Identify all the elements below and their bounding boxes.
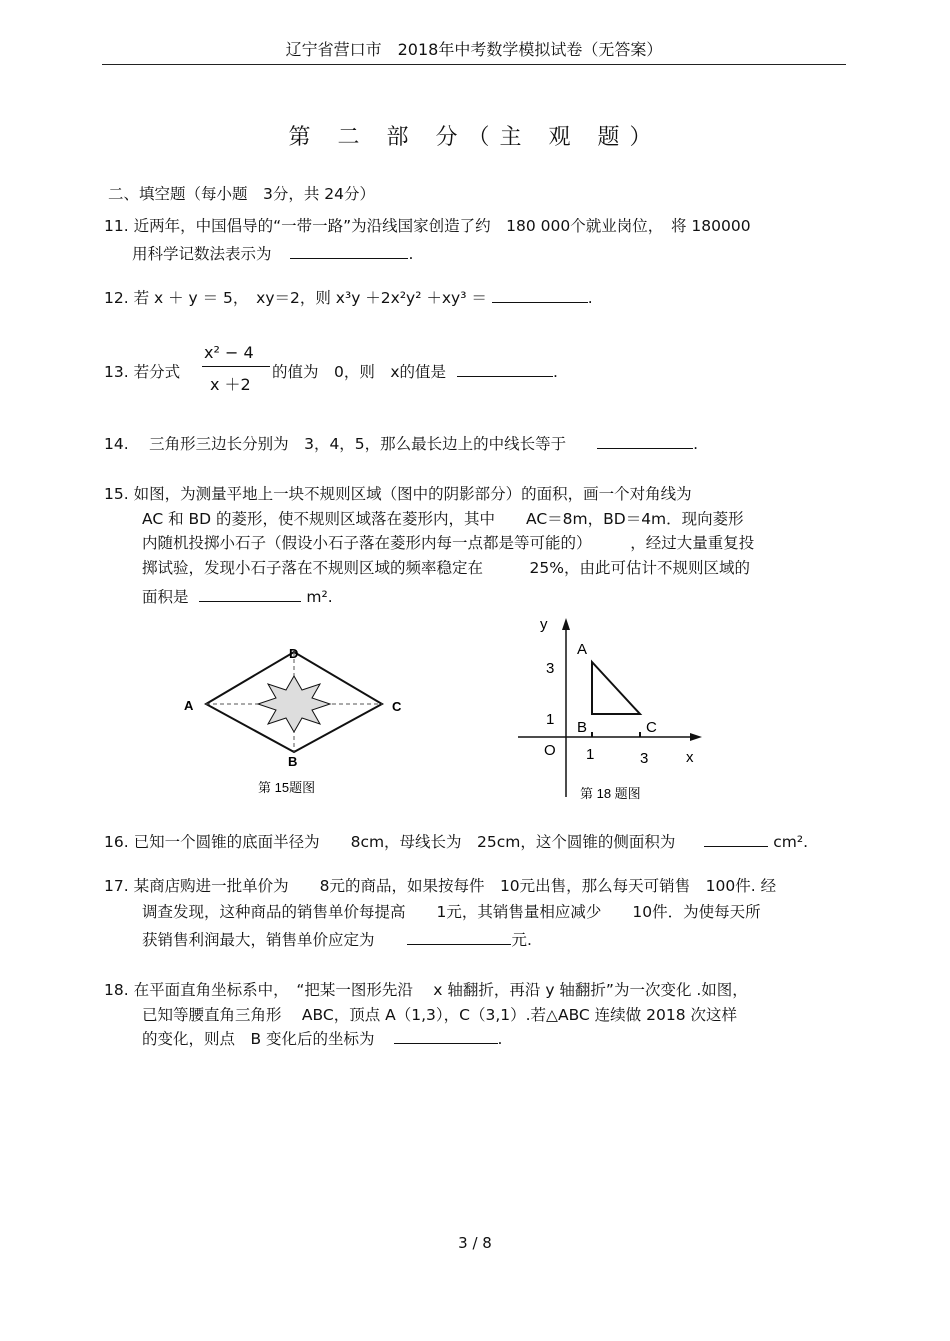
- fig18-tick-x3: 3: [640, 750, 649, 767]
- irregular-region: [258, 676, 330, 732]
- q15-line5: [142, 585, 333, 607]
- q13-prefix: 13. 若分式: [104, 363, 181, 381]
- fig18-tick-y3: 3: [546, 660, 555, 677]
- q11-text: 用科学记数法表示为: [132, 245, 272, 263]
- q14-text: 14. 三角形三边长分别为 3，4，5，那么最长边上的中线长等于: [104, 435, 567, 453]
- q17-answer-blank[interactable]: [407, 928, 511, 945]
- q16-unit: cm².: [773, 833, 809, 851]
- q12-answer-blank[interactable]: [492, 286, 588, 303]
- q15-line2: AC 和 BD 的菱形，使不规则区域落在菱形内，其中 AC＝8m，BD＝4m．现向菱形: [142, 510, 744, 528]
- q17-end: 元.: [511, 931, 532, 949]
- y-axis-arrow: [562, 618, 570, 630]
- q15-line3: 内随机投掷小石子（假设小石子落在菱形内每一点都是等可能的） ，经过大量重复投: [142, 534, 755, 552]
- fig15-caption: 第 15题图: [258, 780, 316, 795]
- q13-suffix: 的值为 0，则 x的值是: [272, 363, 447, 381]
- fig18-label-a: A: [577, 641, 588, 658]
- fig18-label-b: B: [577, 719, 588, 736]
- q18-answer-blank[interactable]: [394, 1027, 498, 1044]
- q18-text: 的变化，则点 B 变化后的坐标为: [142, 1030, 375, 1048]
- q14-answer-blank[interactable]: [597, 432, 693, 449]
- page-number: 3 / 8: [458, 1234, 492, 1252]
- fig18-label-y: y: [540, 616, 548, 633]
- q18-line2: 已知等腰直角三角形 ABC，顶点 A（1,3），C（3,1）.若△ABC 连续做 2018 次这样: [142, 1006, 737, 1024]
- q13-denominator: x ＋2: [210, 375, 251, 394]
- q16-text: 16. 已知一个圆锥的底面半径为 8cm，母线长为 25cm，这个圆锥的侧面积为: [104, 833, 676, 851]
- q12-end: .: [587, 289, 593, 307]
- q15-line4: 掷试验，发现小石子落在不规则区域的频率稳定在 25%，由此可估计不规则区域的: [142, 559, 750, 577]
- q18-end: .: [497, 1030, 503, 1048]
- q13-fraction-bar: [202, 366, 270, 367]
- q15-text: 面积是: [142, 588, 189, 606]
- fig18-label-c: C: [646, 719, 657, 736]
- fig15-label-a: A: [184, 698, 194, 713]
- q17-line2: 调查发现，这种商品的销售单价每提高 1元，其销售量相应减少 10件．为使每天所: [142, 903, 761, 921]
- q11-end: .: [408, 245, 414, 263]
- fig18-caption: 第 18 题图: [580, 786, 641, 801]
- q13-answer-blank[interactable]: [457, 360, 553, 377]
- fig15-label-c: C: [392, 699, 402, 714]
- q14-line: [104, 432, 698, 454]
- header-rule: [102, 64, 846, 65]
- q15-unit: m².: [306, 588, 333, 606]
- q13-tail: [272, 360, 558, 382]
- fig15-label-b: B: [288, 754, 298, 769]
- x-axis-arrow: [690, 733, 702, 741]
- q15-answer-blank[interactable]: [199, 585, 301, 602]
- q15-line1: 15. 如图，为测量平地上一块不规则区域（图中的阴影部分）的面积，画一个对角线为: [104, 485, 692, 503]
- q13-numerator: x² − 4: [204, 343, 254, 362]
- q11-answer-blank[interactable]: [290, 242, 408, 259]
- q17-line3: [142, 928, 532, 950]
- section-heading: 二、填空题（每小题 3分，共 24分）: [108, 185, 376, 203]
- page-header: 辽宁省营口市 2018年中考数学模拟试卷（无答案）: [285, 40, 663, 59]
- q18-line3: [142, 1027, 502, 1049]
- section-title: 第 二 部 分（主 观 题）: [288, 125, 662, 150]
- fig18-tick-x1: 1: [586, 746, 595, 763]
- fig15-label-d: D: [289, 646, 299, 661]
- fig18-label-x: x: [686, 749, 694, 766]
- q17-text: 获销售利润最大，销售单价应定为: [142, 931, 375, 949]
- figure-18-coordinates: [508, 612, 708, 812]
- figure-15-rhombus: [170, 640, 420, 800]
- fig18-tick-y1: 1: [546, 711, 555, 728]
- q12-line: [104, 286, 593, 308]
- q16-line: [104, 830, 808, 852]
- q11-line1: 11. 近两年，中国倡导的“一带一路”为沿线国家创造了约 180 000个就业岗位， 将 180000: [104, 217, 751, 235]
- q17-line1: 17. 某商店购进一批单价为 8元的商品，如果按每件 10元出售，那么每天可销售 100件. 经: [104, 877, 777, 895]
- q12-text: 12. 若 x ＋ y ＝ 5， xy＝2，则 x³y ＋2x²y² ＋xy³ ＝: [104, 289, 487, 307]
- q16-answer-blank[interactable]: [704, 830, 768, 847]
- q11-line2: [132, 242, 413, 264]
- q18-line1: 18. 在平面直角坐标系中， “把某一图形先沿 x 轴翻折，再沿 y 轴翻折”为一次变化 .如图，: [104, 981, 748, 999]
- triangle-abc: [592, 662, 640, 714]
- q13-end: .: [552, 363, 558, 381]
- fig18-label-o: O: [544, 742, 556, 759]
- q14-end: .: [693, 435, 699, 453]
